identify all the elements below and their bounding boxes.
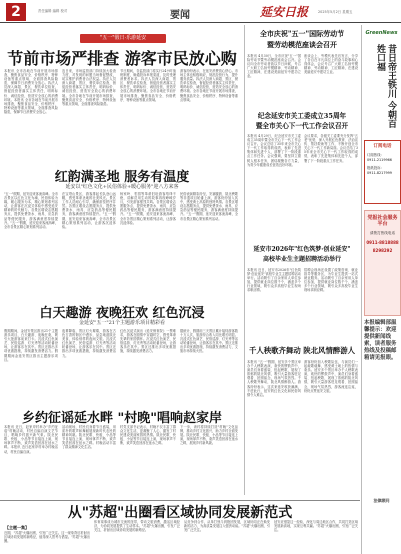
laborday-column-1: 本报讯 4月30日，全市庆祝"五一"国际劳动节暨劳动模范座谈会召开。会议向全市劳动者致以节日问候，号召广大职工弘扬劳模精神、劳动精神、工匠精神，在建设美丽延安中建功立业。 bbox=[247, 54, 301, 79]
commentary-column-1: 近期，"苏超"火爆出圈，引发广泛关注。这一现象背后折射出区域协同发展的新路径，值得深入思考与借鉴。"苏超"火爆出圈。 bbox=[4, 531, 90, 544]
feature-column-4: 游客纷纷表示，在延安消费放心舒心。市场主体也积极响应，规范经营行为，提升服务质量。执法人员深入商超、景区、餐饮单位检查，督促经营者落实主体责任，明码标价、诚信经营，营造安全放心的消费环境。全市各地在节前开展市场排查，聚焦食品安全、价格秩序、特种设备等重点领域。 bbox=[180, 69, 238, 102]
laborday-column-2: 座谈会上，劳模代表先后发言，分享了各自在平凡岗位上的奋斗故事和心得体会，会议号召广大职工弘扬劳模精神、劳动精神、工匠精神，在建设美丽延安中建功立业。 bbox=[304, 54, 358, 75]
sidebar-notice-text: 本报编辑部温馨提示：欢迎提供新闻线索，读者服务热线及投稿邮箱请见报眼。 bbox=[364, 320, 397, 361]
news-headline-youth-line1: 纪念延安市关工委成立35周年 bbox=[257, 112, 347, 120]
news-headline-jobs-line2: 高校毕业生主题招聘活动举行 bbox=[262, 256, 341, 263]
masthead-logo: 延安日报 bbox=[260, 5, 309, 19]
youth-column-2: 会议要求，各级关工委要充分发挥"五老"优势，深入开展红色教育、法治宣传、帮扶救助等工作，不断开创全市关心下一代工作新局面。会议总结了35年来全市关心下一代工作取得的成绩，表彰了先进集体和先进个人，部署了下一阶段重点工作任务。 bbox=[304, 134, 358, 163]
section1-column-3: 杨家岭、枣园等革命旧址游客络绎不绝，讲解员用生动的故事再现峥嵘岁月，引发游客强烈共鸣。各景区增设志愿服务点，提供免费茶水、雨具、应急药品等便民服务，游客满意度持续提升。"五一"假期，延安迎来客流高峰，全市各景区精心策划系列活动，让游客沉浸体验。 bbox=[120, 192, 176, 225]
feature-column-2: 连日来，市场监管部门持续加大检查力度，对发现的问题当场督促整改，切实维护消费者合法权益。执法人员深入商超、景区、餐饮单位检查，督促经营者落实主体责任，明码标价、诚信经营，营造安全放心的消费环境。全市各地在节前开展市场排查，聚焦食品安全、价格秩序、特种设备等重点领域，全面排查风险隐患。 bbox=[62, 69, 116, 106]
photo-news-headline: 千人秧歌齐舞动 陕北风情醉游人 bbox=[248, 346, 356, 355]
subscription-phone-2: 0911-8217999 bbox=[367, 171, 392, 175]
commentary-headline: 从"苏超"出圈看区域协同发展新范式 bbox=[67, 505, 293, 521]
news-headline-laborday-line2: 暨劳动模范座谈会召开 bbox=[267, 40, 337, 49]
section3-column-4: 下一步，该村将持续打造"村晚"文化品牌，推动乡村文化振兴，助力乡村全面发展。陕北民歌、快板、小品等节目接连上演，现场掌声不断，欢声笑语回荡在延水之畔，展现乡村新风貌。 bbox=[180, 425, 238, 446]
page-header bbox=[0, 0, 401, 24]
news-headline-youth-line2: 暨全市关心下一代工作会议召开 bbox=[255, 122, 349, 130]
service-ad-title: 党报社会服务平台 bbox=[367, 215, 398, 227]
holiday-banner: "五一"假日·乐游延安 bbox=[80, 34, 166, 43]
jobs-column-2: 招聘会现场还设置了政策咨询、就业指导等服务区，为毕业生提供一站式就业服务。活动吸引了百余家用人单位参加，提供就业岗位数千个，涵盖多个行业领域，吸引众多高校毕业生现场求职应聘。 bbox=[304, 268, 358, 293]
subscription-line-2: 报纸投诉： bbox=[367, 166, 384, 170]
column-divider-left bbox=[244, 25, 245, 495]
feature-column-1: 本报讯 全市各地在节前开展市场排查，聚焦食品安全、价格秩序、特种设备等重点领域，全面排查风险隐患，保障节日消费安全放心。执法人员深入商超、景区、餐饮单位检查，督促经营者落实主体责任，明码标价、诚信经营，营造安全放心的消费环境。本报讯 全市各地在节前开展市场排查，聚焦食品安全、价格秩序、特种设备等重点领域，全面排查风险隐患，保障节日消费安全放心。 bbox=[4, 69, 58, 114]
commentary-column-2: 体育赛事成为城市交流的纽带，带动文旅消费，激活区域经济，为协同发展提供了生动样本。"苏超"火爆出圈，引发广泛关注，折射出区域协同发展的新路径。 bbox=[94, 520, 180, 533]
subhead-red-culture-deck: 延安以"红色文化+民俗体验+暖心服务"迎八方来客 bbox=[65, 184, 179, 190]
issue-date: 2025年5月2日 星期五 bbox=[318, 10, 353, 14]
section2-column-4: 据统计，假期前三天景区累计接待游客数十万人次，旅游综合收入同比增长明显。沉浸式红色演艺、民俗巡游、灯光秀等活动轮番登场，让游客乐在其中。景区还推出多项优惠措施，持续激发消费活力，文旅市场持续火热。 bbox=[180, 329, 238, 354]
feature-column-3: 节日期间，各监管部门将实行24小时值班制度，畅通投诉举报渠道，及时受理消费者诉求。执法人员深入商超、景区、餐饮单位检查，督促经营者落实主体责任，明码标价、诚信经营，营造安全放心的消费环境。全市各地在节前开展市场排查，聚焦食品安全、价格秩序、特种设备等重点领域。 bbox=[120, 69, 176, 102]
header-rule bbox=[0, 22, 401, 23]
sidebar-footer: 法律顾问 bbox=[373, 498, 390, 503]
section3-column-3: 村党支部书记表示，村晚不仅丰富了群众文化生活，更凝聚了人心，激发了村民建设美丽家园的热情。陕北民歌、快板、小品等节目接连上演，现场掌声不断，欢声笑语回荡在延水之畔。 bbox=[120, 425, 176, 446]
service-ad-box bbox=[364, 210, 401, 316]
sidebar-slogan-vertical: 昔日帝王铁川 今朝百姓口福 bbox=[375, 44, 396, 129]
section3-column-2: 活动现场，村民们身着节日盛装，用质朴的歌声和舞蹈展现新时代农民的精神风貌。陕北民歌、快板、小品等节目接连上演，现场掌声不断，欢声笑语回荡在延水之畔。村晚活动丰富了群众精神文化生活。 bbox=[62, 425, 116, 450]
commentary-column-4: 延安应借鉴这一经验，深化与周边地区合作，共同打造区域发展新高地，实现互利共赢。"苏超"火爆出圈，引发广泛关注。 bbox=[274, 520, 358, 533]
column-divider-right bbox=[361, 25, 362, 554]
page-number: 2 bbox=[6, 3, 26, 21]
section2-column-1: 假期期间，金延安景区推出21个主题游乐项目，白天趣游、夜晚狂欢，吸引大批游客前来打卡。沉浸式红色演艺、民俗巡游、灯光秀等活动轮番登场，让游客乐在其中。景区还推出多项优惠措施，持续激发消费活力。假期期间金延安景区推出主题游乐项目。 bbox=[4, 329, 58, 362]
service-ad-phone: 0911-8818888 bbox=[366, 240, 399, 245]
feature-headline: 节前市场严排查 游客市民放心购 bbox=[7, 49, 237, 68]
sidebar-notice bbox=[364, 320, 399, 490]
commentary-column-3: 从竞争到合作，从单打独斗到抱团发展，区域协同正在焕发新的活力，为高质量发展注入强劲动能。"苏超"火爆出圈，引发广泛关注。 bbox=[184, 520, 270, 533]
youth-column-1: 本报讯 4月29日，纪念延安市关工委成立35周年暨全市关心下一代工作会议召开。会议总结了35年来全市关心下一代工作取得的成绩，表彰了先进集体和先进个人，部署了下一阶段重点工作任务。会议强调，要坚持立德树人根本任务，团结凝聚各方力量，为青少年健康成长营造良好环境。 bbox=[247, 134, 301, 167]
subhead-fun-tour-deck: 金延安"五一"21个主题游乐项目精彩看 bbox=[79, 320, 165, 326]
service-ad-phone-2: 8298292 bbox=[372, 248, 393, 253]
section2-column-3: 红色沉浸式演出《延安保育院》一票难求，游客在剧情中穿越时空，感受革命先辈的家国情怀。沉浸式红色演艺、民俗巡游、灯光秀等活动轮番登场，让游客乐在其中。景区还推出多项优惠措施，持续激发消费活力。 bbox=[120, 329, 176, 354]
section2-column-2: 夜幕降临，景区灯火璀璨，游客在古色古香的街区中漫步，品尝地道陕北美食，体验别样的夜间文旅。沉浸式红色演艺、民俗巡游、灯光秀等活动轮番登场，让游客乐在其中。景区还推出多项优惠措施，持续激发消费活力。 bbox=[62, 329, 116, 358]
service-ad-text: 请拨打热线电话 bbox=[369, 231, 396, 235]
subscription-title: 订阅电话 bbox=[373, 144, 392, 149]
subscription-phone-1: 0911-2119966 bbox=[367, 158, 392, 162]
subhead-village-gala: 乡约征谣延水畔 "村晚"唱响赵家岸 bbox=[21, 411, 223, 426]
jobs-column-1: 本报讯 近日，延安市2026年"红色筑梦·创业延安"高校毕业生主题招聘活动举行。活动吸引了百余家用人单位参加，提供就业岗位数千个，涵盖多个行业领域，吸引众多高校毕业生现场求职应聘。 bbox=[247, 268, 301, 293]
section1-column-2: 在宝塔山景区，游客排起长队登山远眺，感受革命圣地的壮美风光。景区工作人员耐心引导，确保游览秩序井然。各景区增设志愿服务点，提供免费茶水、雨具、应急药品等便民服务，游客满意度持续提升。"五一"假期，延安迎来客流高峰，全市各景区精心策划系列活动，让游客沉浸体验。 bbox=[62, 192, 116, 229]
sidebar-logo: GreenNews bbox=[365, 30, 398, 36]
subscription-box bbox=[364, 140, 401, 204]
bottom-rule bbox=[0, 500, 360, 501]
subhead-fun-tour: 白天趣游 夜晚狂欢 红色沉浸 bbox=[39, 306, 205, 321]
section1-column-4: 民俗表演精彩纷呈，安塞腰鼓、陕北秧歌等非遗项目轮番上演，游客纷纷加入其中，感受黄土高原的独特风情。各景区增设志愿服务点，提供免费茶水、雨具、应急药品等便民服务，游客满意度持续提升。"五一"假期，延安迎来客流高峰，全市各景区精心策划系列活动。 bbox=[180, 192, 238, 221]
subscription-line-1: 订阅热线： bbox=[367, 153, 384, 157]
section-title: 要闻 bbox=[170, 10, 190, 21]
section1-column-1: "五一"假期，延安迎来客流高峰。全市各景区以红色文化为魂，民俗体验为媒，暖心服务为本，精心策划系列活动，让游客在沉浸式体验中感受延安精神的时代魅力。各景区增设志愿服务点，提供免费茶水、雨具、应急药品等便民服务，游客满意度持续提升。"五一"假期，延安迎来客流高峰，全市各景区精心策划系列活动。 bbox=[4, 192, 58, 229]
news-headline-laborday-line1: 全市庆祝"五一"国际劳动节 bbox=[259, 29, 345, 38]
photo-news-column-2: 游客纷纷加入秧歌队伍，与演员们一起载歌载舞，感受黄土地上的热情与欢乐。延安多个景区举办千人秧歌表演，欢快的锣鼓声中，演员们身着盛装、扭起秧歌，展现了浓郁的陕北风情，吸引大量游客驻足观看、拍照留念，现场气氛热烈，游客流连忘返，纷纷点赞延安文旅。 bbox=[304, 360, 358, 393]
subhead-red-culture: 红韵满圣地 服务有温度 bbox=[54, 170, 190, 185]
section3-column-1: 本报讯 近日，赵家岸村举办"乡约征谣"村晚活动，村民自编自演文艺节目，唱响乡村振兴新气象。陕北民歌、快板、小品等节目接连上演，现场掌声不断，欢声笑语回荡在延水之畔。本报讯 近日赵家岸村举办村晚活动，村民自编自演。 bbox=[4, 425, 58, 454]
photo-news-column-1: 本报讯 "五一"假期，延安多个景区举办千人秧歌表演，欢快的锣鼓声中，演员们身着盛装、扭起秧歌，展现了浓郁的陕北风情，吸引大量游客驻足观看、拍照留念，现场气氛热烈。千人秧歌齐舞动，陕北风情醉游人。游客纷纷表示，这次来延安收获满满，不虚此行，延安的红色文化和民俗风情令人难忘。 bbox=[247, 360, 301, 397]
news-headline-jobs-line1: 延安市2026年"红色筑梦·创业延安" bbox=[253, 246, 351, 253]
commentary-column-head: 【主题一集】 bbox=[5, 525, 29, 530]
editor-credits: 责任编辑 编辑 校对 bbox=[38, 9, 68, 13]
